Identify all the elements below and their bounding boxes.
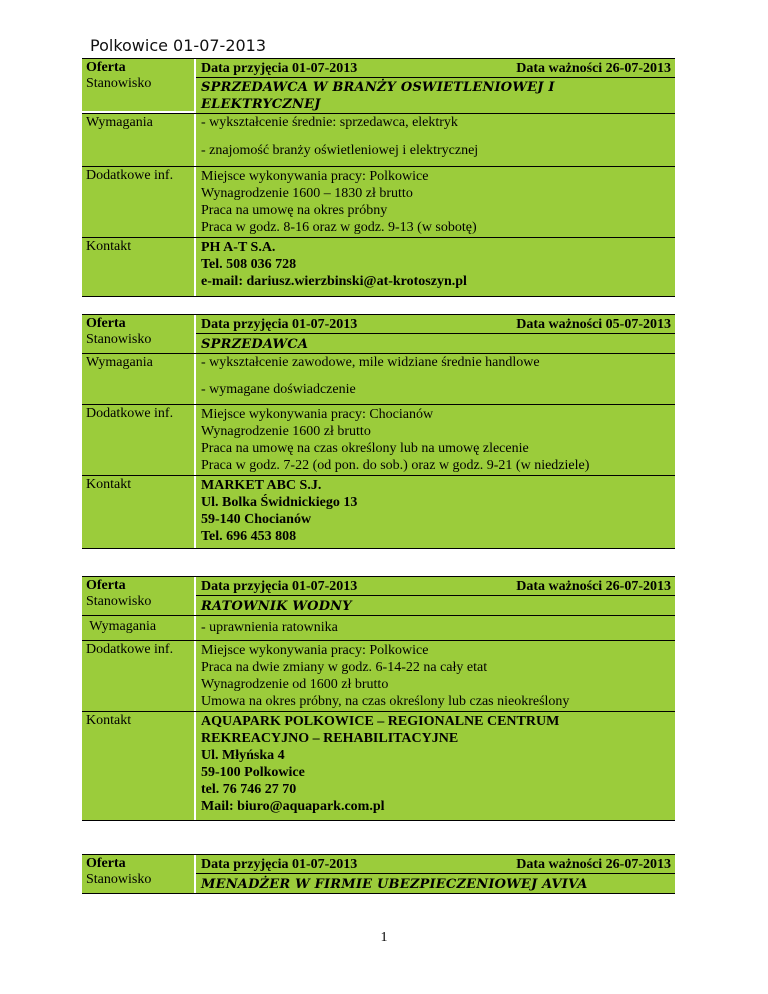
offer-dates xyxy=(201,60,671,77)
requirements-row xyxy=(82,615,675,640)
additional-line: Miejsce wykonywania pracy: Polkowice xyxy=(201,643,429,658)
oferta-label: Oferta xyxy=(86,856,126,871)
stanowisko-label: Stanowisko xyxy=(86,872,152,887)
contact-label: Kontakt xyxy=(82,238,194,296)
job-offer-2 xyxy=(82,314,675,549)
contact-row xyxy=(82,475,675,548)
contact-line: 59-100 Polkowice xyxy=(201,765,305,780)
additional-line: Praca na dwie zmiany w godz. 6-14-22 na cały etat xyxy=(201,660,488,675)
page-header-title: Polkowice 01-07-2013 xyxy=(90,36,267,55)
additional-row xyxy=(82,640,675,711)
job-offer-4 xyxy=(82,854,675,894)
additional-cell xyxy=(194,641,675,711)
contact-label: Kontakt xyxy=(82,712,194,820)
offer-label-cell xyxy=(82,577,194,615)
oferta-label: Oferta xyxy=(86,316,126,331)
requirement-item: - wykształcenie średnie: sprzedawca, elektryk xyxy=(201,115,458,130)
requirements-label: Wymagania xyxy=(82,616,194,640)
oferta-label: Oferta xyxy=(86,578,126,593)
requirements-cell xyxy=(194,354,675,404)
contact-row xyxy=(82,237,675,296)
additional-row xyxy=(82,166,675,237)
valid-date: Data ważności 26-07-2013 xyxy=(516,61,671,76)
additional-label: Dodatkowe inf. xyxy=(82,641,194,711)
valid-date: Data ważności 05-07-2013 xyxy=(516,317,671,332)
contact-row xyxy=(82,711,675,820)
position-title: RATOWNIK WODNY xyxy=(196,595,675,615)
job-offer-1 xyxy=(82,58,675,297)
position-title: SPRZEDAWCA xyxy=(196,333,675,353)
contact-line: REKREACYJNO – REHABILITACYJNE xyxy=(201,731,459,746)
contact-label: Kontakt xyxy=(82,476,194,548)
stanowisko-label: Stanowisko xyxy=(86,76,152,91)
offer-head-row xyxy=(82,855,675,893)
requirements-label: Wymagania xyxy=(82,354,194,404)
contact-line: AQUAPARK POLKOWICE – REGIONALNE CENTRUM xyxy=(201,714,560,729)
offer-head-row xyxy=(82,577,675,615)
requirement-item: - wymagane doświadczenie xyxy=(201,382,356,397)
additional-line: Praca na umowę na czas określony lub na umowę zlecenie xyxy=(201,441,529,456)
additional-row xyxy=(82,404,675,475)
contact-cell xyxy=(194,476,675,548)
valid-date: Data ważności 26-07-2013 xyxy=(516,579,671,594)
additional-line: Praca w godz. 7-22 (od pon. do sob.) oraz w godz. 9-21 (w niedziele) xyxy=(201,458,590,473)
contact-line: PH A-T S.A. xyxy=(201,240,276,255)
additional-label: Dodatkowe inf. xyxy=(82,405,194,475)
requirements-cell xyxy=(194,114,675,166)
offer-head-cell xyxy=(194,855,675,893)
accepted-date: Data przyjęcia 01-07-2013 xyxy=(201,317,358,332)
oferta-label: Oferta xyxy=(86,60,126,75)
requirements-row xyxy=(82,113,675,166)
additional-line: Miejsce wykonywania pracy: Chocianów xyxy=(201,407,434,422)
contact-line: Tel. 508 036 728 xyxy=(201,257,297,272)
contact-cell xyxy=(194,238,675,296)
offer-head-row xyxy=(82,59,675,113)
additional-line: Wynagrodzenie 1600 zł brutto xyxy=(201,424,371,439)
contact-line: Ul. Bolka Świdnickiego 13 xyxy=(201,495,358,510)
stanowisko-label: Stanowisko xyxy=(86,594,152,609)
offer-head-cell xyxy=(194,315,675,353)
additional-line: Praca w godz. 8-16 oraz w godz. 9-13 (w sobotę) xyxy=(201,220,477,235)
offer-dates xyxy=(201,316,671,333)
accepted-date: Data przyjęcia 01-07-2013 xyxy=(201,579,358,594)
additional-cell xyxy=(194,405,675,475)
offer-head-cell xyxy=(194,577,675,615)
contact-cell xyxy=(194,712,675,820)
additional-line: Praca na umowę na okres próbny xyxy=(201,203,388,218)
accepted-date: Data przyjęcia 01-07-2013 xyxy=(201,857,358,872)
contact-line: tel. 76 746 27 70 xyxy=(201,782,297,797)
requirement-item: - uprawnienia ratownika xyxy=(201,620,338,635)
offer-head-row xyxy=(82,315,675,353)
position-title: MENADŻER W FIRMIE UBEZPIECZENIOWEJ AVIVA xyxy=(196,873,675,893)
contact-line: Tel. 696 453 808 xyxy=(201,529,297,544)
requirements-row xyxy=(82,353,675,404)
additional-line: Wynagrodzenie 1600 – 1830 zł brutto xyxy=(201,186,413,201)
position-title: SPRZEDAWCA W BRANŻY OSWIETLENIOWEJ I ELEKTRYCZNEJ xyxy=(196,77,675,113)
contact-line: MARKET ABC S.J. xyxy=(201,478,322,493)
accepted-date: Data przyjęcia 01-07-2013 xyxy=(201,61,358,76)
offer-label-cell xyxy=(82,59,194,111)
stanowisko-label: Stanowisko xyxy=(86,332,152,347)
offer-head-cell xyxy=(194,59,675,113)
additional-line: Umowa na okres próbny, na czas określony lub czas nieokreślony xyxy=(201,694,570,709)
offer-dates xyxy=(201,578,671,595)
contact-line: Ul. Młyńska 4 xyxy=(201,748,285,763)
requirement-item: - wykształcenie zawodowe, mile widziane średnie handlowe xyxy=(201,355,540,370)
additional-line: Miejsce wykonywania pracy: Polkowice xyxy=(201,169,429,184)
requirement-item: - znajomość branży oświetleniowej i elektrycznej xyxy=(201,143,479,158)
offer-dates xyxy=(201,856,671,873)
job-offer-3 xyxy=(82,576,675,821)
requirements-label: Wymagania xyxy=(82,114,194,166)
contact-email: Mail: biuro@aquapark.com.pl xyxy=(201,799,385,814)
page-number: 1 xyxy=(380,930,388,945)
contact-email: e-mail: dariusz.wierzbinski@at-krotoszyn.pl xyxy=(201,274,467,289)
requirements-cell xyxy=(194,616,675,640)
additional-label: Dodatkowe inf. xyxy=(82,167,194,237)
additional-cell xyxy=(194,167,675,237)
additional-line: Wynagrodzenie od 1600 zł brutto xyxy=(201,677,389,692)
offer-label-cell xyxy=(82,315,194,353)
offer-label-cell xyxy=(82,855,194,893)
valid-date: Data ważności 26-07-2013 xyxy=(516,857,671,872)
contact-line: 59-140 Chocianów xyxy=(201,512,312,527)
